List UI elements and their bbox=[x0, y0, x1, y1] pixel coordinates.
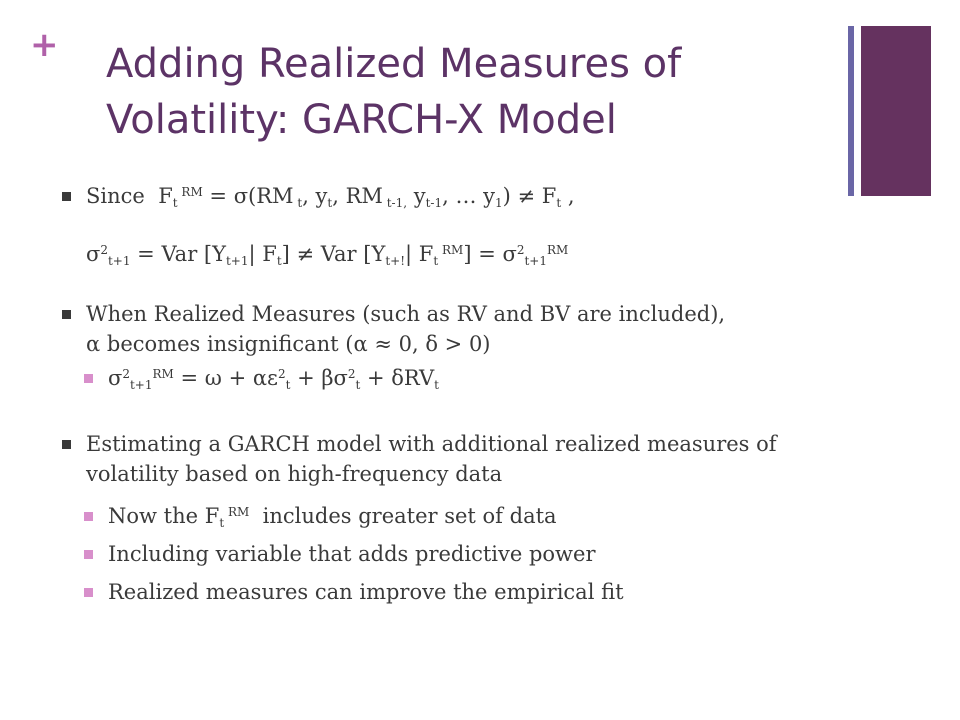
slide-title bbox=[106, 36, 826, 148]
sub-bullet-marker bbox=[84, 588, 93, 597]
bullet-marker bbox=[62, 310, 71, 319]
title-line-2: Volatility: GARCH-X Model bbox=[106, 97, 617, 143]
now-the-text: Now the F bbox=[108, 504, 220, 528]
accent-bar-thick bbox=[861, 26, 931, 196]
plus-mark: + bbox=[30, 25, 59, 65]
accent-bar-thin bbox=[848, 26, 854, 196]
sub-bullet-marker bbox=[84, 374, 93, 383]
garch-x-formula: $\sigma^2_{t+1}^{RM} = \omega + \alpha\varepsilon^2_t + \beta\sigma^2_t + \delta RV_t$ bbox=[108, 366, 439, 392]
title-line-1: Adding Realized Measures of bbox=[106, 41, 682, 87]
insignificant-text: becomes insignificant ( bbox=[106, 332, 354, 356]
bullet-realized-line2: α becomes insignificant (α ≈ 0, δ > 0) bbox=[86, 332, 491, 356]
sub-bullet-marker bbox=[84, 550, 93, 559]
greater-set-text: includes greater set of data bbox=[262, 504, 557, 528]
bullet-marker bbox=[62, 440, 71, 449]
since-label: Since bbox=[86, 184, 145, 208]
bullet-marker bbox=[62, 192, 71, 201]
bullet-since bbox=[86, 182, 575, 210]
bullet-estimating-line1: Estimating a GARCH model with additional realized measures of bbox=[86, 432, 777, 456]
bullet-estimating-line2: volatility based on high-frequency data bbox=[86, 462, 503, 486]
sub-bullet-greater-set: Now the $F_t$ $^{RM}$ includes greater set of data bbox=[108, 504, 557, 530]
bullet-realized-line1: When Realized Measures (such as RV and BV are included), bbox=[86, 302, 726, 326]
sub-bullet-marker bbox=[84, 512, 93, 521]
variance-equation: $\sigma^2_{t+1}$ = Var [$Y_{t+1}|$ $F_t$] ≠ Var [$Y_{t+!}|$ $F_t$ $^{RM}] = \sigma^2_{t+1}^{RM}$ bbox=[86, 242, 569, 268]
sub-bullet-predictive: Including variable that adds predictive power bbox=[108, 542, 596, 566]
sub-bullet-empirical-fit: Realized measures can improve the empirical fit bbox=[108, 580, 624, 604]
since-formula: $F_t$ $^{RM}$ = σ(RM $_t$, $y_t$, RM $_{t-1,}$ $y_{t-1}$, … $y_1) \ne F_t$ , bbox=[151, 184, 575, 210]
